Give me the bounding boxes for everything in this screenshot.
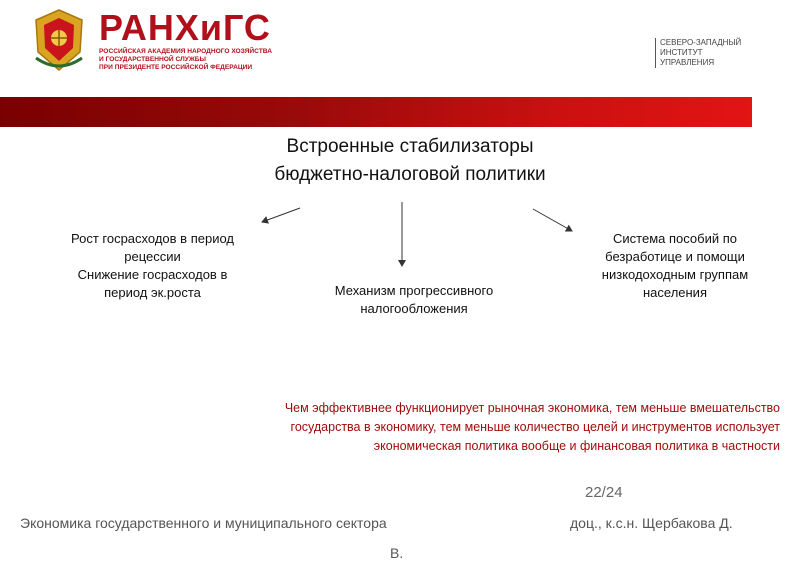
right-box-line: низкодоходным группам	[601, 267, 749, 282]
middle-box-line: налогообложения	[360, 301, 468, 316]
slide-title-line: Встроенные стабилизаторы	[286, 136, 534, 157]
middle-stabilizer-text	[300, 282, 528, 318]
arrow-right	[533, 209, 572, 231]
slide-title-line: бюджетно-налоговой политики	[274, 164, 546, 185]
footer-course: Экономика государственного и муниципального сектора	[20, 515, 387, 531]
middle-box-line: Механизм прогрессивного	[334, 283, 494, 298]
left-box-line: Снижение госрасходов в	[77, 267, 228, 282]
left-box-line: период эк.роста	[104, 285, 201, 300]
brand-subtitle-line: РОССИЙСКАЯ АКАДЕМИЯ НАРОДНОГО ХОЗЯЙСТВА	[99, 48, 272, 55]
note-line: экономическая политика вообще и финансовая политика в частности	[373, 439, 780, 453]
brand-name: РАНХиГС	[99, 7, 271, 48]
brand-subtitle-line: И ГОСУДАРСТВЕННОЙ СЛУЖБЫ	[99, 56, 206, 63]
footer-cut-text: В.	[390, 545, 404, 561]
right-stabilizer-text	[570, 230, 780, 302]
note-line: государства в экономику, тем меньше количество целей и инструментов использует	[290, 420, 780, 434]
right-box-line: безработице и помощи	[605, 249, 745, 264]
right-box-line: Система пособий по	[613, 231, 737, 246]
brand-subtitle-line: ПРИ ПРЕЗИДЕНТЕ РОССИЙСКОЙ ФЕДЕРАЦИИ	[99, 64, 253, 71]
institute-line: ИНСТИТУТ	[660, 48, 703, 57]
footer-author: доц., к.с.н. Щербакова Д.	[570, 515, 733, 531]
right-box-line: населения	[642, 285, 707, 300]
institute-line: УПРАВЛЕНИЯ	[660, 58, 715, 67]
arrow-left	[262, 208, 300, 222]
institute-line: СЕВЕРО-ЗАПАДНЫЙ	[660, 38, 742, 47]
conclusion-note	[120, 399, 780, 456]
note-line: Чем эффективнее функционирует рыночная экономика, тем меньше вмешательство	[284, 401, 780, 415]
page-number: 22/24	[585, 484, 623, 501]
left-stabilizer-text	[40, 230, 265, 302]
left-box-line: Рост госрасходов в период	[71, 231, 234, 246]
left-box-line: рецессии	[124, 249, 181, 264]
